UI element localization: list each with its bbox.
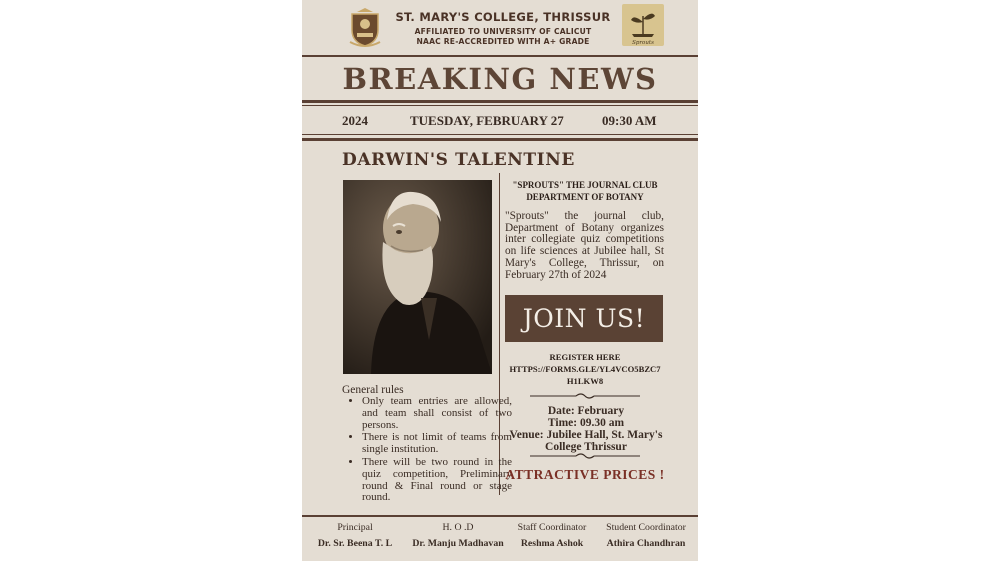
dateline-rule-bottom (302, 138, 698, 141)
signatory-name: Dr. Manju Madhavan (412, 538, 504, 549)
join-us-banner: JOIN US! (505, 295, 663, 342)
dateline-time: 09:30 AM (602, 113, 657, 128)
dateline-year: 2024 (342, 113, 368, 128)
signatory-student-coordinator (596, 520, 696, 552)
department-name: DEPARTMENT OF BOTANY (526, 192, 644, 202)
signatory-hod (406, 520, 510, 552)
dateline-rule-top (302, 134, 698, 135)
signatory-staff-coordinator (510, 520, 594, 552)
headline: BREAKING NEWS (342, 62, 658, 96)
signatory-role: Student Coordinator (606, 522, 686, 533)
ornament-divider-icon (530, 392, 640, 400)
college-header (388, 10, 618, 46)
prices-callout: ATTRACTIVE PRICES ! (505, 467, 665, 482)
headline-rule-bottom (302, 105, 698, 106)
rules-heading: General rules (342, 384, 404, 396)
article-title: DARWIN'S TALENTINE (342, 150, 575, 170)
footer-divider (302, 515, 698, 517)
club-name: "SPROUTS" THE JOURNAL CLUB (512, 180, 658, 190)
darwin-portrait (343, 180, 492, 374)
rule-item: • Only team entries are allowed, and team shall consist of two persons. (362, 396, 512, 431)
signatory-role: H. O .D (442, 522, 474, 533)
event-details (505, 405, 667, 453)
event-date: Date: February (547, 405, 625, 417)
news-poster (302, 0, 698, 561)
accreditation-text: NAAC RE-ACCREDITED WITH A+ GRADE (416, 37, 590, 46)
signatory-name: Reshma Ashok (520, 538, 584, 549)
register-link[interactable]: HTTPS://FORMS.GLE/YL4VCO5BZC7H1LKW8 (509, 364, 661, 386)
event-time: Time: 09.30 am (547, 417, 625, 429)
college-crest-icon (348, 8, 382, 48)
sprouts-logo-text: Sprouts (632, 40, 654, 46)
club-heading (505, 179, 665, 203)
ornament-divider-icon (530, 452, 640, 460)
rule-item: • There will be two round in the quiz competition, Preliminary round & Final round or stage round. (362, 457, 512, 504)
sprouts-club-logo (622, 4, 664, 46)
event-description: "Sprouts" the journal club, Department of Botany organizes inter collegiate quiz competitions on life sciences at Jubilee hall, St Mary's College, Thrissur, on February 27th of 2024 (505, 210, 664, 281)
header-divider (302, 55, 698, 57)
signatory-role: Principal (337, 522, 373, 533)
headline-rule-top (302, 100, 698, 103)
dateline-date: TUESDAY, FEBRUARY 27 (410, 113, 564, 128)
affiliation-text: AFFILIATED TO UNIVERSITY OF CALICUT (414, 27, 592, 36)
register-label: REGISTER HERE (549, 352, 621, 362)
rule-item: • There is not limit of teams from single institution. (362, 432, 512, 456)
registration-block (505, 351, 665, 387)
event-venue: Venue: Jubilee Hall, St. Mary's College Thrissur (509, 429, 663, 453)
signatory-principal (310, 520, 400, 552)
college-name: ST. MARY'S COLLEGE, THRISSUR (395, 10, 611, 24)
signatory-role: Staff Coordinator (517, 522, 587, 533)
rules-list (342, 396, 512, 505)
signatory-name: Athira Chandhran (606, 538, 686, 549)
signatory-name: Dr. Sr. Beena T. L (317, 538, 393, 549)
